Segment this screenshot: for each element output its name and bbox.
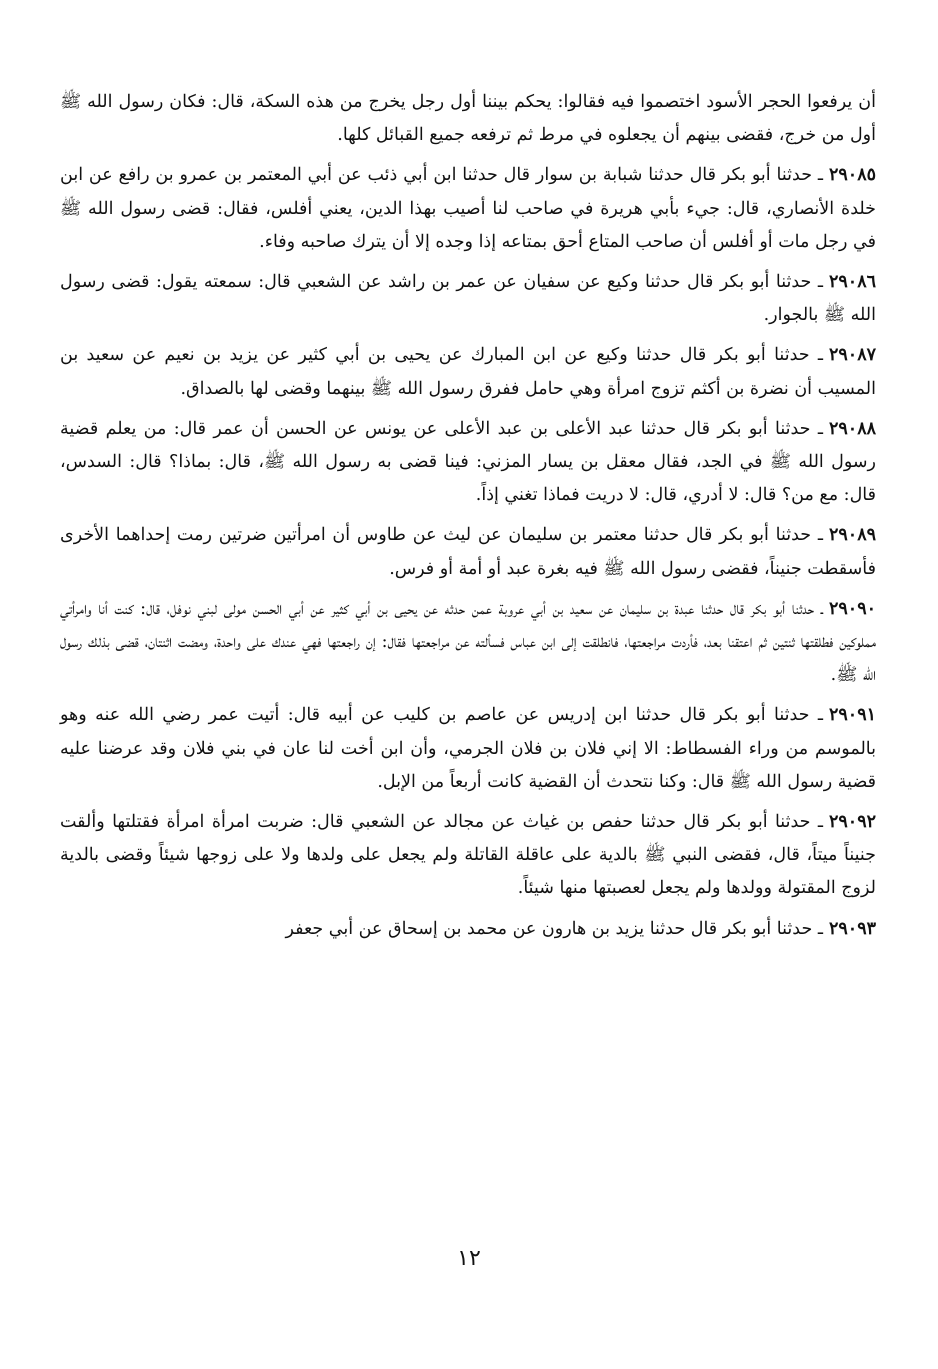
hadith-paragraph — [60, 266, 876, 332]
page-number: ١٢ — [457, 1246, 481, 1271]
paragraph-text: ـ حدثنا أبو بكر قال حدثنا وكيع عن ابن المبارك عن يحيى بن أبي كثير عن يزيد بن نعيم عن سعيد بن المسيب أن نضرة بن أكثم تزوج امرأة وهي حامل ففرق رسول الله ﷺ بينهما وقضى لها بالصداق. — [60, 345, 876, 399]
hadith-paragraph — [60, 806, 876, 906]
hadith-number: ٢٩٠٩٣ — [829, 918, 876, 939]
paragraph-text: ـ حدثنا أبو بكر قال حدثنا معتمر بن سليمان عن ليث عن طاوس أن امرأتين ضرتين رمت إحداهما الأخرى فأسقطت جنيناً، فقضى رسول الله ﷺ فيه بغرة عبد أو أمة أو فرس. — [60, 525, 876, 579]
hadith-number: ٢٩٠٨٦ — [829, 272, 876, 293]
hadith-number: ٢٩٠٩٢ — [829, 812, 876, 833]
hadith-number: ٢٩٠٨٩ — [829, 525, 876, 546]
hadith-number: ٢٩٠٨٧ — [829, 345, 876, 366]
paragraph-text: ـ حدثنا أبو بكر قال حدثنا حفص بن غياث عن مجالد عن الشعبي قال: ضربت امرأة امرأة فقتلتها وألقت جنيناً ميتاً، قال، فقضى النبي ﷺ بالدية على عاقلة القاتلة ولم يجعل على ولدها ولا على زوجها شيئاً وقضى بالدية لزوج المقتولة وولدها ولم يجعل لعصبتها منها شيئاً. — [60, 812, 876, 899]
hadith-paragraph — [60, 519, 876, 585]
hadith-paragraph — [60, 593, 876, 693]
page-body — [60, 86, 876, 946]
hadith-number: ٢٩٠٨٥ — [829, 165, 876, 186]
paragraph-text: ـ حدثنا أبو بكر قال حدثنا وكيع عن سفيان عن عمر بن راشد عن الشعبي قال: سمعته يقول: قضى رسول الله ﷺ بالجوار. — [60, 272, 876, 326]
paragraph-text: أن يرفعوا الحجر الأسود اختصموا فيه فقالوا: يحكم بيننا أول رجل يخرج من هذه السكة، قال: فكان رسول الله ﷺ أول من خرج، فقضى بينهم أن يجعلوه في مرط ثم ترفعه جميع القبائل كلها. — [60, 92, 876, 146]
paragraph-text: ـ حدثنا أبو بكر قال حدثنا عبدة بن سليمان عن سعيد بن أبي عروبة عمن حدثه عن يحيى بن أبي كثير عن أبي الحسن مولى لبني نوفل، قال: كنت أنا وامرأتي مملوكين فطلقتها ثنتين ثم اعتقنا بعد، فأردت مراجعتها، فانطلقت إلى ابن عباس فسألته عن مراجعتها فقال: إن راجعتها فهي عندك على واحدة، ومضت اثنتان، قضى بذلك رسول الله ﷺ. — [60, 598, 876, 686]
hadith-number: ٢٩٠٨٨ — [829, 418, 876, 439]
paragraph-text: ـ حدثنا أبو بكر قال حدثنا يزيد بن هارون عن محمد بن إسحاق عن أبي جعفر — [285, 918, 823, 939]
hadith-paragraph — [60, 339, 876, 405]
hadith-paragraph — [60, 699, 876, 799]
hadith-number: ٢٩٠٩٠ — [829, 598, 876, 619]
hadith-paragraph — [60, 413, 876, 513]
paragraph-text: ـ حدثنا أبو بكر قال حدثنا ابن إدريس عن عاصم بن كليب عن أبيه قال: أتيت عمر رضي الله عنه وهو بالموسم من وراء الفسطاط: الا إني فلان بن فلان الجرمي، وأن ابن أخت لنا عان في بني فلان وقد عرضنا عليه قضية رسول الله ﷺ قال: وكنا نتحدث أن القضية كانت أربعاً من الإبل. — [60, 705, 876, 792]
paragraph-text: ـ حدثنا أبو بكر قال حدثنا شبابة بن سوار قال حدثنا ابن أبي ذئب عن أبي المعتمر بن عمرو بن رافع عن ابن خلدة الأنصاري، قال: جيء بأبي هريرة في صاحب لنا أصيب بهذا الدين، يعني أفلس، فقال: قضى رسول الله ﷺ في رجل مات أو أفلس أن صاحب المتاع أحق بمتاعه إذا وجده إلا أن يترك صاحبه وفاء. — [60, 165, 876, 252]
hadith-paragraph — [60, 913, 876, 946]
paragraph-text: ـ حدثنا أبو بكر قال حدثنا عبد الأعلى بن عبد الأعلى عن يونس عن الحسن أن عمر قال: من يعلم قضية رسول الله ﷺ في الجد، فقال معقل بن يسار المزني: فينا قضى به رسول الله ﷺ، قال: بماذا؟ قال: السدس، قال: مع من؟ قال: لا أدري، قال: لا دريت فماذا تغني إذاً. — [60, 418, 876, 506]
paragraph-continuation — [60, 86, 876, 152]
hadith-paragraph — [60, 159, 876, 259]
hadith-number: ٢٩٠٩١ — [829, 705, 876, 726]
